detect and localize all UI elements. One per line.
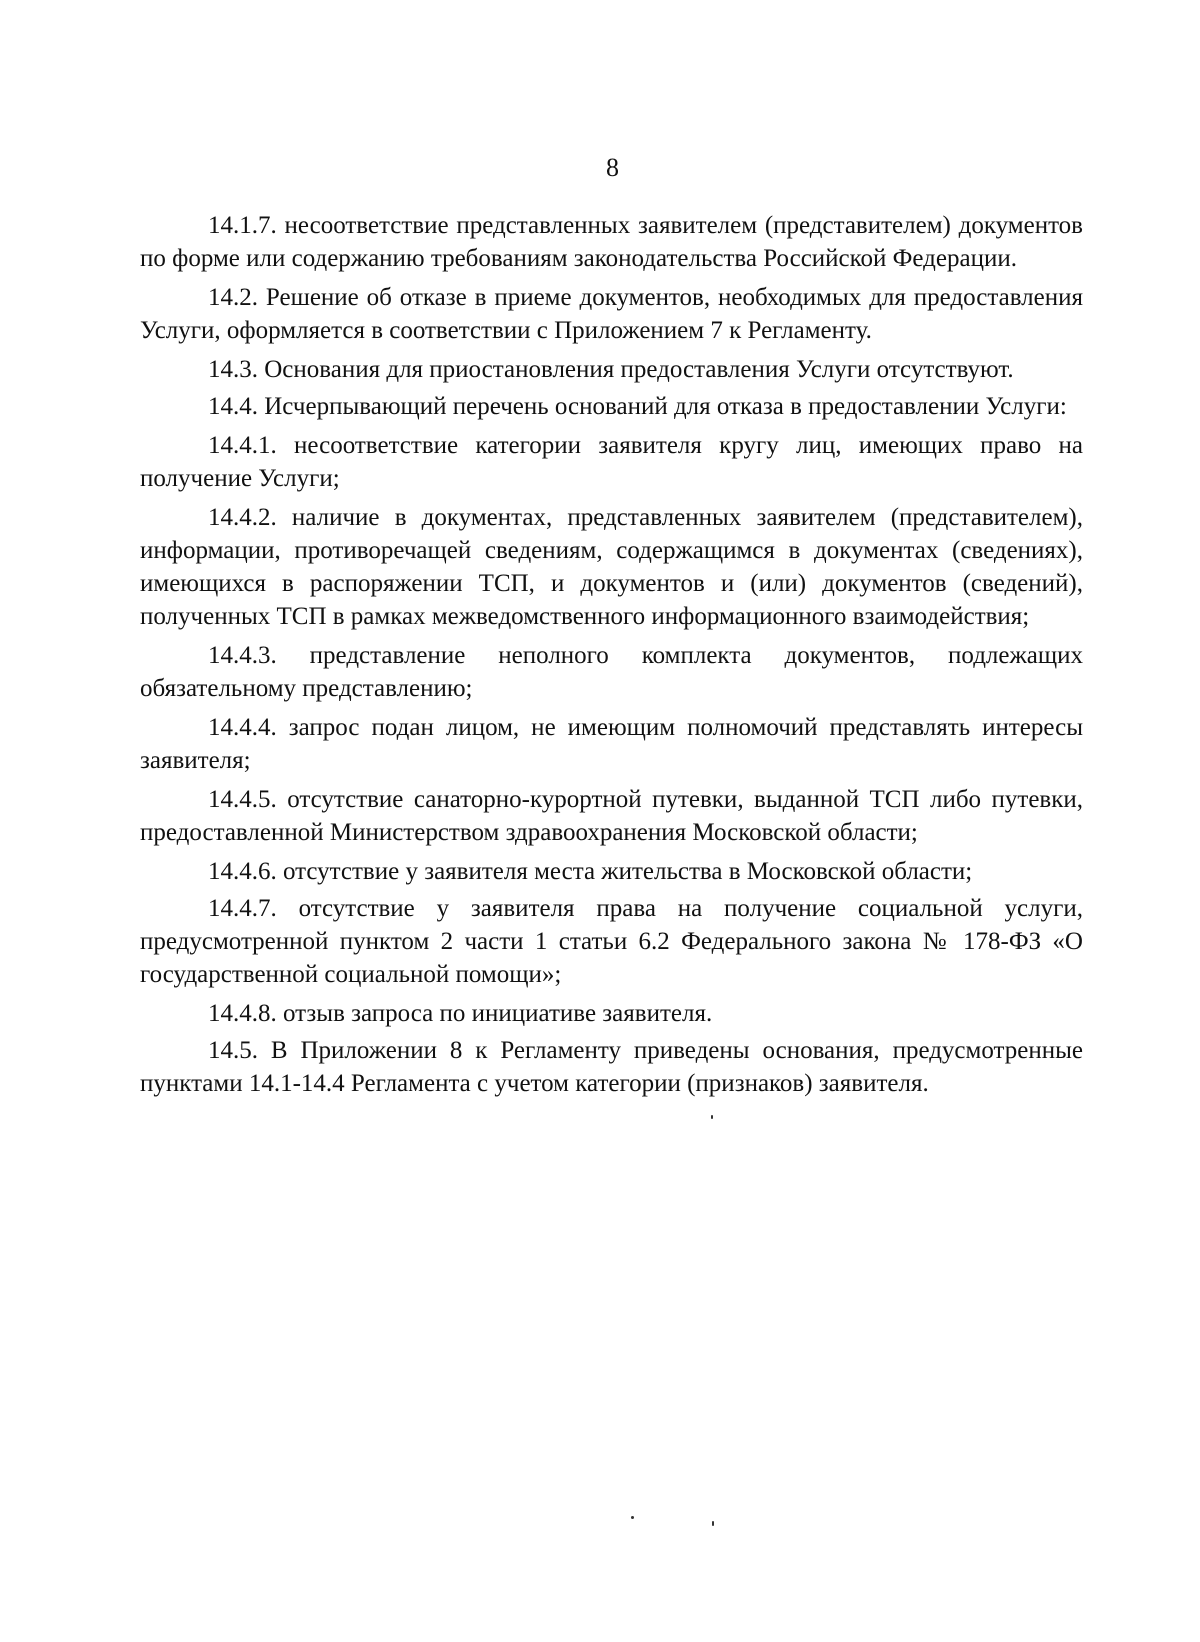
- paragraph-14-3: 14.3. Основания для приостановления предоставления Услуги отсутствуют.: [208, 356, 1014, 383]
- scan-speck: [712, 1521, 714, 1526]
- paragraph-14-4-1: 14.4.1. несоответствие категории заявителя кругу лиц, имеющих право на получение Услуги;: [140, 432, 1083, 492]
- scan-speck: [631, 1516, 634, 1519]
- paragraph-14-4-2: 14.4.2. наличие в документах, представленных заявителем (представителем), информации, противоречащей сведениям, содержащимся в документах (сведениях), имеющихся в распоряжении ТСП, и документов и (или) документов (сведений), полученных ТСП в рамках межведомственного информационного взаимодействия;: [140, 504, 1083, 630]
- paragraph-14-5: 14.5. В Приложении 8 к Регламенту приведены основания, предусмотренные пунктами 14.1-14.4 Регламента с учетом категории (признаков) заявителя.: [140, 1037, 1083, 1097]
- scan-speck: [711, 1115, 713, 1119]
- paragraph-14-4-4: 14.4.4. запрос подан лицом, не имеющим полномочий представлять интересы заявителя;: [140, 714, 1083, 774]
- paragraph-14-4-8: 14.4.8. отзыв запроса по инициативе заявителя.: [208, 1000, 713, 1027]
- paragraph-14-4-7: 14.4.7. отсутствие у заявителя права на получение социальной услуги, предусмотренной пунктом 2 части 1 статьи 6.2 Федерального закона № 178-ФЗ «О государственной социальной помощи»;: [140, 895, 1083, 988]
- paragraph-14-4: 14.4. Исчерпывающий перечень оснований для отказа в предоставлении Услуги:: [208, 393, 1067, 420]
- paragraph-14-1-7: 14.1.7. несоответствие представленных заявителем (представителем) документов по форме или содержанию требованиям законодательства Российской Федерации.: [140, 212, 1083, 272]
- paragraph-14-4-5: 14.4.5. отсутствие санаторно-курортной путевки, выданной ТСП либо путевки, предоставленной Министерством здравоохранения Московской области;: [140, 786, 1083, 846]
- paragraph-14-4-3: 14.4.3. представление неполного комплекта документов, подлежащих обязательному представлению;: [140, 642, 1083, 702]
- paragraph-14-4-6: 14.4.6. отсутствие у заявителя места жительства в Московской области;: [208, 858, 973, 885]
- page-number: 8: [606, 153, 619, 182]
- document-body: [140, 209, 1083, 1106]
- paragraph-14-2: 14.2. Решение об отказе в приеме документов, необходимых для предоставления Услуги, оформляется в соответствии с Приложением 7 к Регламенту.: [140, 284, 1083, 344]
